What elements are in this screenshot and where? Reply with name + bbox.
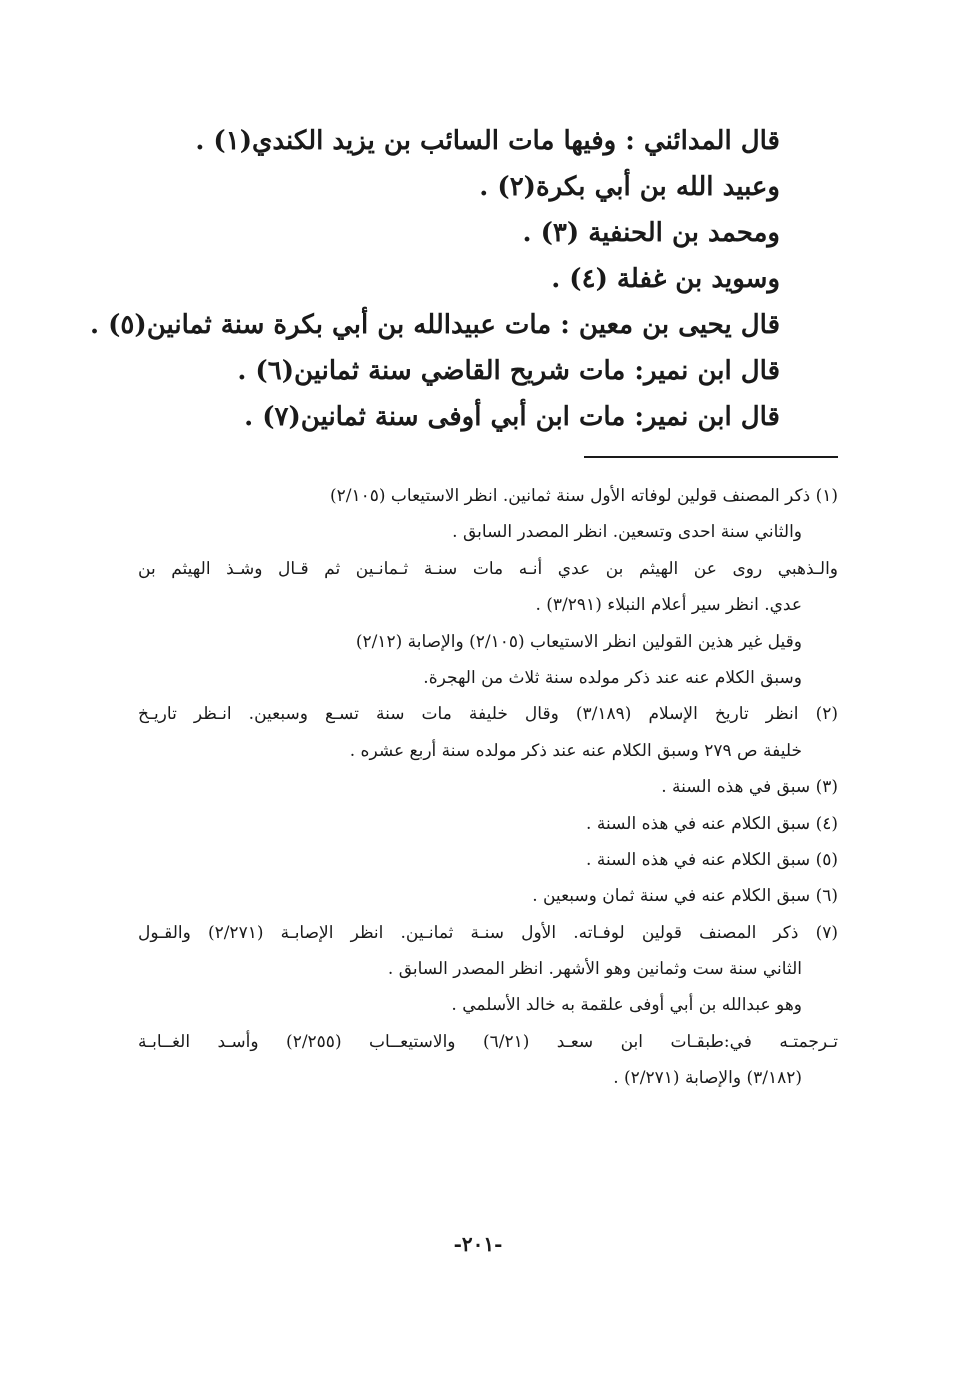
main-text-line: وسويد بن غفلة (٤) . — [551, 264, 780, 294]
footnote-line: والـذهبي روى عن الهيثم بن عدي أنـه مات سنـة ثـمانـين ثم قـال وشـذ الهيثم بن — [138, 558, 838, 579]
footnote-line: (٥) سبق الكلام عنه في هذه السنة . — [586, 849, 838, 870]
footnote-line: (٣) سبق في هذه السنة . — [661, 777, 838, 798]
page-number: -٢٠١- — [453, 1232, 503, 1256]
footnote-line: (٣/١٨٢) والإصابة (٢/٢٧١) . — [613, 1068, 802, 1089]
footnote-line: (٢) انظر تاريخ الإسلام (٣/١٨٩) وقال خليفة مات سنة تسـع وسبعين. انـظر تاريـخ — [138, 704, 838, 725]
main-text-line: قال ابن نمير: مات شريح القاضي سنة ثمانين(٦) . — [237, 356, 780, 386]
footnote-separator — [584, 456, 838, 458]
footnote-line: (١) ذكر المصنف قولين لوفاته الأول سنة ثمانين. انظر الاستيعاب (٢/١٠٥) — [329, 486, 838, 506]
footnote-line: وهو عبدالله بن أبي أوفى علقمة به خالد الأسلمي . — [451, 995, 802, 1016]
footnote-line: (٤) سبق الكلام عنه في هذه السنة . — [586, 813, 838, 834]
footnote-line: الثاني سنة ست وثمانين وهو الأشهر. انظر المصدر السابق . — [387, 959, 802, 980]
footnote-line: (٧) ذكر المصنف قولين لوفـاته. الأول سنـة ثمانـين. انظر الإصابـة (٢/٢٧١) والقـول — [138, 922, 838, 943]
main-text-line: قال يحيى بن معين : مات عبيدالله بن أبي بكرة سنة ثمانين(٥) . — [90, 310, 780, 340]
footnote-line: خليفة ص ٢٧٩ وسبق الكلام عنه عند ذكر مولده سنة أربع عشره . — [349, 740, 802, 761]
footnote-line: (٦) سبق الكلام عنه في سنة ثمان وسبعين . — [532, 886, 838, 907]
footnote-line: عدي. انظر سير أعلام النبلاء (٣/٢٩١) . — [535, 595, 802, 616]
footnote-line: تـرجمتـه في:طبقـات ابن سعـد (٦/٢١) والاستيعــاب (٢/٢٥٥) وأسـد الغــابـة — [138, 1031, 838, 1052]
footnote-line: وقيل غير هذين القولين انظر الاستيعاب (٢/١٠٥) والإصابة (٢/١٢) — [355, 631, 802, 652]
main-text-line: قال ابن نمير: مات ابن أبي أوفى سنة ثمانين(٧) . — [244, 402, 780, 432]
footnotes-block — [138, 478, 838, 1097]
main-text-line: قال المدائني : وفيها مات السائب بن يزيد الكندي(١) . — [195, 126, 780, 156]
main-text-line: وعبيد الله بن أبي بكرة(٢) . — [479, 172, 780, 202]
footnote-line: وسبق الكلام عنه عند ذكر مولده سنة ثلاث من الهجرة. — [423, 667, 802, 688]
main-text-block — [90, 118, 780, 440]
footnote-line: والثاني سنة احدى وتسعين. انظر المصدر السابق . — [452, 522, 802, 543]
main-text-line: ومحمد بن الحنفية (٣) . — [522, 218, 780, 248]
